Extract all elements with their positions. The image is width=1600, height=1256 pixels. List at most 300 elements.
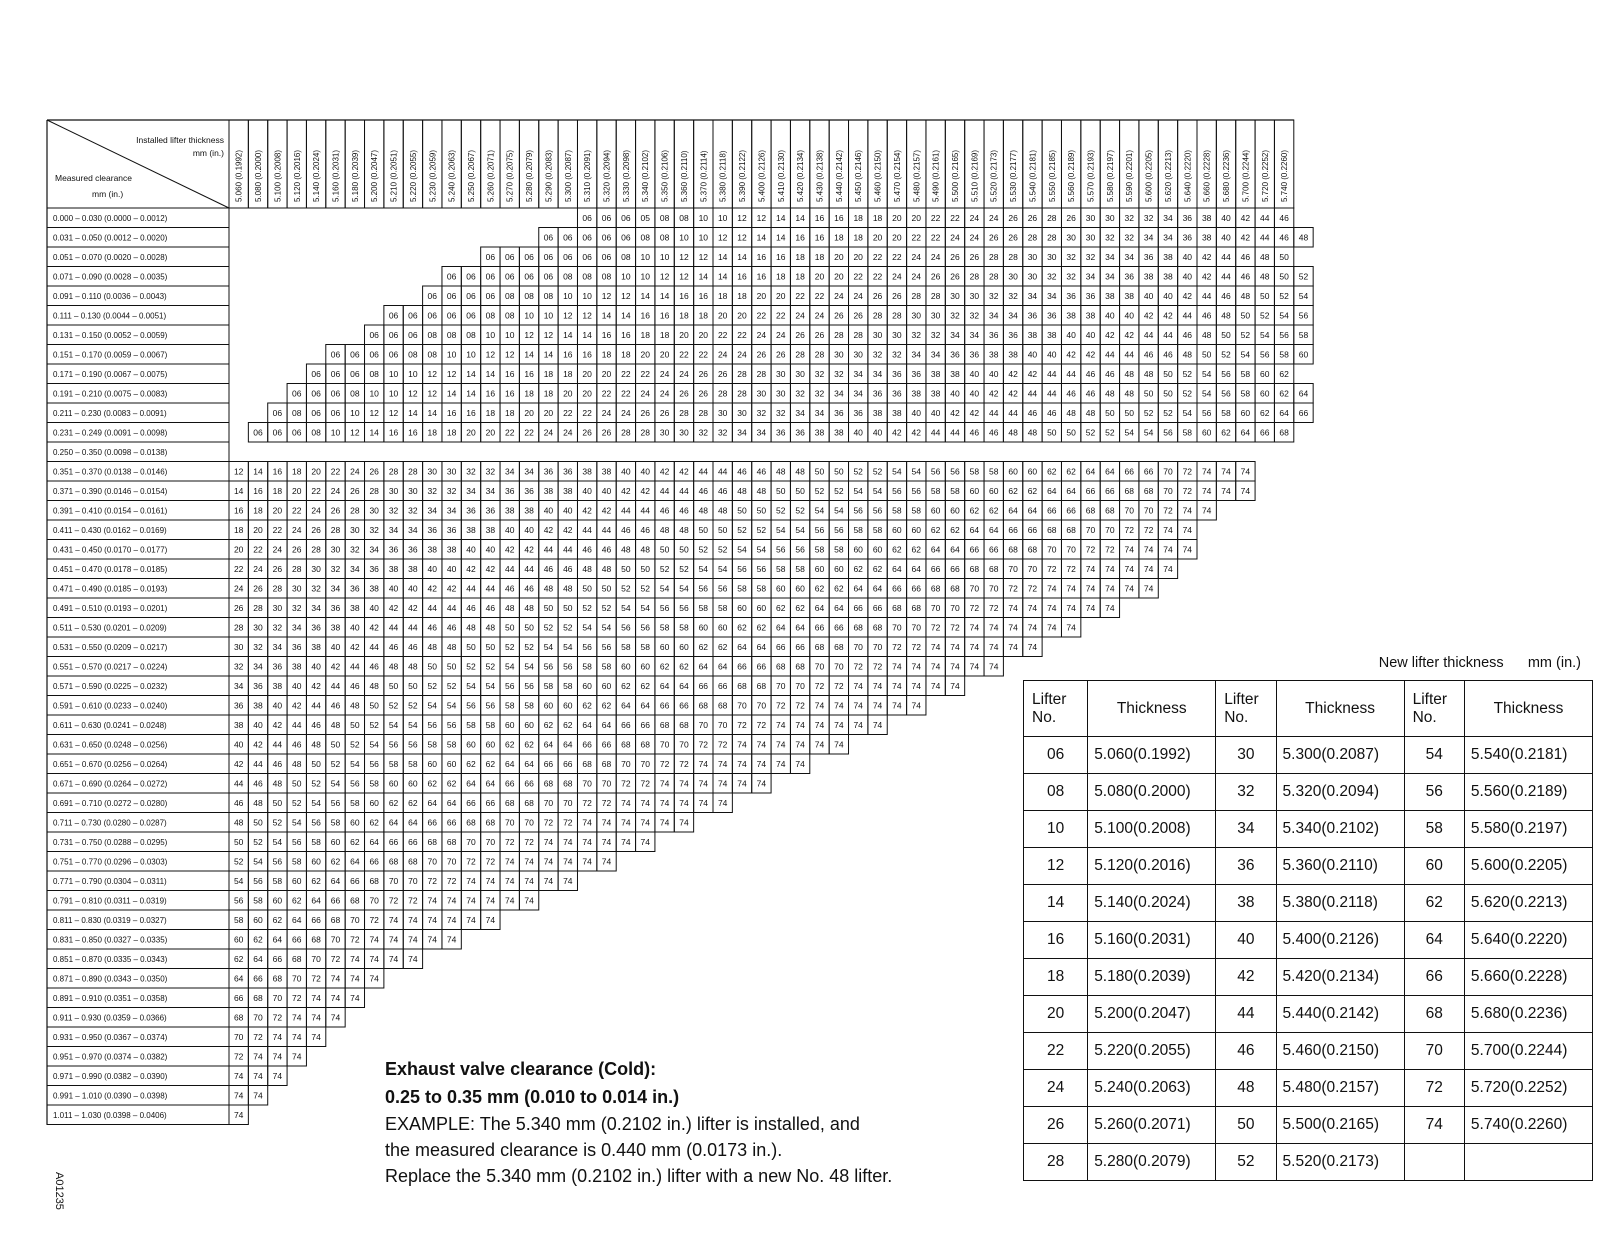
- matrix-cell-value: 42: [466, 563, 476, 574]
- matrix-cell-value: 68: [330, 914, 341, 925]
- matrix-cell-value: 74: [659, 778, 670, 789]
- matrix-cell-value: 06: [388, 310, 399, 321]
- column-header-label: 5.400 (0.2126): [757, 149, 767, 202]
- matrix-cell-value: 74: [698, 778, 709, 789]
- legend-lifter-no: 68: [1404, 996, 1464, 1033]
- matrix-cell-value: 32: [795, 388, 805, 399]
- legend-lifter-no: 54: [1404, 737, 1464, 774]
- legend-thickness: 5.520(0.2173): [1276, 1144, 1404, 1181]
- matrix-cell-value: 28: [814, 349, 825, 360]
- legend-lifter-no: 44: [1216, 996, 1276, 1033]
- matrix-cell-value: 68: [350, 895, 360, 906]
- matrix-cell-value: 36: [369, 563, 379, 574]
- column-header-label: 5.700 (0.2244): [1241, 149, 1251, 202]
- matrix-cell-value: 06: [543, 251, 554, 262]
- matrix-cell-value: 60: [369, 797, 379, 808]
- matrix-cell-value: 26: [1027, 212, 1038, 223]
- matrix-cell-value: 74: [330, 973, 341, 984]
- matrix-cell-value: 46: [1085, 368, 1096, 379]
- legend-lifter-no: 72: [1404, 1070, 1464, 1107]
- matrix-cell-value: 28: [1047, 232, 1057, 243]
- matrix-cell-value: 54: [1298, 290, 1309, 301]
- matrix-cell-value: 60: [698, 622, 709, 633]
- matrix-cell-value: 36: [1008, 329, 1018, 340]
- matrix-cell-value: 44: [253, 758, 263, 769]
- matrix-cell-value: 74: [717, 797, 728, 808]
- matrix-cell-value: 58: [524, 700, 534, 711]
- matrix-cell-value: 34: [466, 485, 476, 496]
- row-label: 0.531 – 0.550 (0.0209 – 0.0217): [53, 642, 168, 652]
- matrix-cell-value: 42: [504, 544, 515, 555]
- matrix-cell-value: 58: [233, 914, 244, 925]
- matrix-cell-value: 48: [1260, 251, 1270, 262]
- matrix-cell-value: 26: [930, 271, 941, 282]
- legend-lifter-no: 64: [1404, 922, 1464, 959]
- matrix-cell-value: 16: [776, 251, 786, 262]
- row-label: 0.751 – 0.770 (0.0296 – 0.0303): [53, 857, 168, 867]
- legend-lifter-no: 70: [1404, 1033, 1464, 1070]
- legend-thickness: 5.340(0.2102): [1276, 811, 1404, 848]
- matrix-cell-value: 16: [698, 290, 709, 301]
- matrix-cell-value: 40: [1143, 290, 1154, 301]
- matrix-cell-value: 64: [969, 524, 980, 535]
- matrix-cell-value: 74: [1008, 622, 1018, 633]
- matrix-cell-value: 12: [524, 329, 534, 340]
- column-header-label: 5.580 (0.2197): [1105, 149, 1115, 202]
- column-header-label: 5.220 (0.2055): [408, 149, 418, 202]
- matrix-cell-value: 60: [1240, 407, 1251, 418]
- matrix-cell-value: 20: [679, 329, 689, 340]
- matrix-cell-value: 74: [737, 739, 747, 750]
- matrix-cell-value: 60: [1008, 466, 1018, 477]
- matrix-cell-value: 74: [369, 934, 379, 945]
- matrix-cell-value: 06: [485, 290, 496, 301]
- matrix-cell-value: 44: [311, 700, 321, 711]
- matrix-cell-value: 46: [679, 505, 689, 516]
- matrix-cell-value: 48: [330, 719, 341, 730]
- matrix-cell-value: 12: [737, 212, 747, 223]
- matrix-cell-value: 06: [582, 212, 592, 223]
- matrix-cell-value: 38: [1163, 271, 1173, 282]
- matrix-cell-value: 58: [679, 622, 689, 633]
- matrix-cell-value: 28: [988, 271, 999, 282]
- legend-lifter-no: 60: [1404, 848, 1464, 885]
- matrix-cell-value: 62: [950, 524, 960, 535]
- matrix-cell-value: 42: [969, 407, 980, 418]
- matrix-cell-value: 42: [1182, 290, 1193, 301]
- matrix-cell-value: 32: [814, 388, 825, 399]
- matrix-cell-value: 46: [350, 680, 360, 691]
- matrix-cell-value: 64: [272, 934, 283, 945]
- matrix-cell-value: 50: [1260, 290, 1270, 301]
- matrix-cell-value: 14: [466, 368, 476, 379]
- matrix-cell-value: 30: [776, 388, 786, 399]
- matrix-cell-value: 72: [582, 797, 592, 808]
- matrix-cell-value: 26: [369, 466, 379, 477]
- matrix-cell-value: 48: [350, 700, 360, 711]
- matrix-cell-value: 14: [717, 251, 728, 262]
- matrix-cell-value: 14: [737, 251, 747, 262]
- matrix-cell-value: 56: [1221, 388, 1231, 399]
- matrix-cell-value: 60: [853, 544, 863, 555]
- matrix-cell-value: 74: [698, 758, 709, 769]
- matrix-cell-value: 60: [911, 524, 922, 535]
- legend-thickness: 5.680(0.2236): [1464, 996, 1592, 1033]
- matrix-cell-value: 74: [369, 953, 379, 964]
- matrix-cell-value: 36: [1047, 310, 1057, 321]
- matrix-cell-value: 66: [659, 700, 670, 711]
- matrix-cell-value: 44: [292, 719, 302, 730]
- matrix-cell-value: 54: [717, 563, 728, 574]
- matrix-cell-value: 66: [1027, 524, 1038, 535]
- matrix-cell-value: 14: [446, 388, 457, 399]
- matrix-cell-value: 54: [621, 602, 631, 613]
- matrix-cell-value: 48: [1066, 407, 1076, 418]
- matrix-cell-value: 16: [524, 368, 534, 379]
- matrix-cell-value: 74: [988, 622, 999, 633]
- matrix-cell-value: 06: [369, 329, 379, 340]
- matrix-cell-value: 14: [253, 466, 263, 477]
- matrix-cell-value: 44: [543, 544, 554, 555]
- matrix-cell-value: 52: [1085, 427, 1096, 438]
- matrix-cell-value: 74: [272, 1031, 283, 1042]
- row-label: 0.791 – 0.810 (0.0311 – 0.0319): [53, 896, 167, 906]
- matrix-cell-value: 44: [1221, 251, 1231, 262]
- matrix-cell-value: 64: [621, 700, 631, 711]
- row-label: 0.571 – 0.590 (0.0225 – 0.0232): [53, 681, 168, 691]
- matrix-cell-value: 12: [446, 368, 457, 379]
- matrix-cell-value: 46: [253, 778, 263, 789]
- matrix-cell-value: 54: [427, 700, 438, 711]
- matrix-cell-value: 52: [408, 700, 418, 711]
- matrix-cell-value: 74: [504, 875, 515, 886]
- matrix-cell-value: 70: [717, 719, 728, 730]
- matrix-cell-value: 42: [1008, 368, 1018, 379]
- column-header-label: 5.260 (0.2071): [486, 149, 496, 202]
- column-header-label: 5.480 (0.2157): [912, 149, 922, 202]
- matrix-cell-value: 68: [698, 700, 709, 711]
- matrix-cell-value: 64: [427, 797, 438, 808]
- matrix-cell-value: 54: [272, 836, 283, 847]
- matrix-cell-value: 36: [1066, 290, 1076, 301]
- matrix-cell-value: 66: [601, 739, 612, 750]
- matrix-cell-value: 18: [659, 329, 670, 340]
- matrix-cell-value: 10: [466, 349, 476, 360]
- matrix-cell-value: 12: [485, 349, 496, 360]
- matrix-cell-value: 38: [1143, 271, 1154, 282]
- matrix-cell-value: 48: [292, 758, 302, 769]
- matrix-cell-value: 44: [1047, 368, 1057, 379]
- matrix-cell-value: 70: [1008, 563, 1018, 574]
- matrix-cell-value: 54: [756, 544, 767, 555]
- matrix-cell-value: 16: [582, 349, 592, 360]
- matrix-cell-value: 72: [524, 836, 534, 847]
- legend-lifter-no: 38: [1216, 885, 1276, 922]
- matrix-cell-value: 20: [892, 232, 902, 243]
- matrix-cell-value: 50: [737, 505, 747, 516]
- matrix-cell-value: 38: [466, 524, 476, 535]
- matrix-cell-value: 72: [1163, 505, 1173, 516]
- matrix-cell-value: 32: [1124, 232, 1134, 243]
- matrix-cell-value: 28: [1008, 251, 1018, 262]
- corner-row-heading: Measured clearance: [55, 173, 133, 183]
- matrix-cell-value: 74: [563, 875, 573, 886]
- matrix-cell-value: 56: [872, 505, 883, 516]
- matrix-cell-value: 34: [872, 368, 883, 379]
- matrix-cell-value: 24: [659, 368, 670, 379]
- matrix-cell-value: 62: [292, 895, 302, 906]
- matrix-cell-value: 30: [253, 622, 263, 633]
- matrix-cell-value: 44: [466, 583, 476, 594]
- matrix-cell-value: 50: [814, 466, 825, 477]
- matrix-cell-value: 74: [834, 700, 844, 711]
- matrix-cell-value: 74: [233, 1090, 244, 1101]
- matrix-cell-value: 50: [330, 739, 341, 750]
- matrix-cell-value: 32: [872, 349, 883, 360]
- column-header-label: 5.180 (0.2039): [350, 149, 360, 202]
- matrix-cell-value: 64: [524, 758, 534, 769]
- matrix-cell-value: 40: [911, 407, 922, 418]
- matrix-cell-value: 74: [1182, 544, 1193, 555]
- matrix-cell-value: 34: [1105, 271, 1115, 282]
- matrix-cell-value: 30: [388, 485, 399, 496]
- matrix-cell-value: 40: [1182, 251, 1193, 262]
- matrix-cell-value: 70: [872, 641, 883, 652]
- matrix-cell-value: 30: [834, 349, 844, 360]
- matrix-cell-value: 56: [369, 758, 379, 769]
- matrix-cell-value: 32: [1143, 212, 1154, 223]
- matrix-cell-value: 66: [311, 914, 321, 925]
- matrix-cell-value: 74: [1124, 544, 1134, 555]
- matrix-cell-value: 24: [253, 563, 263, 574]
- matrix-cell-value: 62: [1221, 427, 1231, 438]
- matrix-cell-value: 46: [1240, 271, 1251, 282]
- matrix-cell-value: 26: [640, 407, 650, 418]
- matrix-cell-value: 52: [659, 563, 670, 574]
- matrix-cell-value: 48: [640, 544, 650, 555]
- notes-title: Exhaust valve clearance (Cold):: [385, 1059, 657, 1079]
- matrix-cell-value: 66: [892, 583, 902, 594]
- matrix-cell-value: 10: [446, 349, 457, 360]
- matrix-cell-value: 24: [717, 349, 728, 360]
- matrix-cell-value: 44: [330, 680, 341, 691]
- matrix-cell-value: 56: [1163, 427, 1173, 438]
- matrix-cell-value: 26: [814, 329, 825, 340]
- matrix-cell-value: 26: [679, 388, 689, 399]
- matrix-cell-value: 52: [853, 466, 863, 477]
- row-label: 0.491 – 0.510 (0.0193 – 0.0201): [53, 603, 168, 613]
- matrix-cell-value: 74: [756, 778, 767, 789]
- matrix-cell-value: 58: [1279, 349, 1289, 360]
- matrix-cell-value: 64: [350, 856, 360, 867]
- matrix-cell-value: 26: [1008, 212, 1018, 223]
- matrix-cell-value: 52: [679, 563, 689, 574]
- matrix-cell-value: 50: [369, 700, 379, 711]
- matrix-cell-value: 72: [988, 602, 999, 613]
- matrix-cell-value: 48: [1182, 349, 1193, 360]
- matrix-cell-value: 46: [621, 524, 631, 535]
- matrix-cell-value: 64: [543, 739, 554, 750]
- matrix-cell-value: 70: [272, 992, 283, 1003]
- matrix-cell-value: 66: [485, 797, 496, 808]
- column-header-label: 5.350 (0.2106): [660, 149, 670, 202]
- matrix-cell-value: 74: [1143, 563, 1154, 574]
- matrix-cell-value: 16: [563, 349, 573, 360]
- matrix-cell-value: 32: [350, 544, 360, 555]
- matrix-cell-value: 18: [504, 407, 515, 418]
- matrix-cell-value: 54: [233, 875, 244, 886]
- matrix-cell-value: 20: [737, 310, 747, 321]
- matrix-cell-value: 42: [272, 719, 283, 730]
- matrix-cell-value: 74: [582, 836, 592, 847]
- matrix-cell-value: 56: [292, 836, 302, 847]
- matrix-cell-value: 28: [853, 329, 863, 340]
- matrix-cell-value: 46: [330, 700, 341, 711]
- matrix-cell-value: 22: [872, 271, 883, 282]
- matrix-cell-value: 70: [446, 856, 457, 867]
- matrix-cell-value: 36: [563, 466, 573, 477]
- matrix-cell-value: 42: [1240, 212, 1251, 223]
- legend-lifter-no: 06: [1024, 737, 1088, 774]
- matrix-cell-value: 18: [679, 310, 689, 321]
- matrix-cell-value: 56: [408, 739, 418, 750]
- matrix-cell-value: 60: [988, 485, 999, 496]
- matrix-cell-value: 40: [524, 524, 534, 535]
- matrix-cell-value: 74: [292, 1012, 302, 1023]
- matrix-cell-value: 06: [446, 310, 457, 321]
- matrix-cell-value: 46: [988, 427, 999, 438]
- matrix-cell-value: 34: [1047, 290, 1057, 301]
- matrix-cell-value: 06: [253, 427, 263, 438]
- matrix-cell-value: 06: [330, 349, 341, 360]
- matrix-cell-value: 50: [659, 544, 670, 555]
- matrix-cell-value: 66: [272, 953, 283, 964]
- matrix-cell-value: 52: [563, 622, 573, 633]
- matrix-cell-value: 16: [756, 251, 767, 262]
- matrix-cell-value: 50: [272, 797, 283, 808]
- matrix-cell-value: 74: [233, 1070, 244, 1081]
- matrix-cell-value: 48: [524, 602, 534, 613]
- matrix-cell-value: 74: [350, 992, 360, 1003]
- matrix-cell-value: 34: [272, 641, 283, 652]
- matrix-cell-value: 56: [485, 700, 496, 711]
- matrix-cell-value: 72: [640, 778, 650, 789]
- matrix-cell-value: 50: [1163, 388, 1173, 399]
- matrix-cell-value: 18: [737, 290, 747, 301]
- matrix-cell-value: 46: [1221, 290, 1231, 301]
- matrix-cell-value: 44: [659, 485, 670, 496]
- matrix-cell-value: 52: [1105, 427, 1115, 438]
- column-header-label: 5.720 (0.2252): [1260, 149, 1270, 202]
- matrix-cell-value: 64: [872, 583, 883, 594]
- legend-lifter-no: 16: [1024, 922, 1088, 959]
- matrix-cell-value: 54: [679, 583, 689, 594]
- matrix-cell-value: 36: [1124, 271, 1134, 282]
- row-label: 0.551 – 0.570 (0.0217 – 0.0224): [53, 662, 168, 672]
- matrix-cell-value: 14: [776, 212, 786, 223]
- row-label: 0.831 – 0.850 (0.0327 – 0.0335): [53, 935, 168, 945]
- matrix-cell-value: 06: [485, 251, 496, 262]
- matrix-cell-value: 34: [1105, 251, 1115, 262]
- matrix-cell-value: 74: [292, 1031, 302, 1042]
- matrix-cell-value: 40: [350, 622, 360, 633]
- matrix-cell-value: 48: [1298, 232, 1309, 243]
- matrix-cell-value: 16: [795, 232, 805, 243]
- matrix-cell-value: 38: [408, 563, 418, 574]
- matrix-cell-value: 32: [253, 641, 263, 652]
- matrix-cell-value: 22: [795, 290, 805, 301]
- matrix-cell-value: 64: [717, 661, 728, 672]
- matrix-cell-value: 10: [524, 310, 534, 321]
- matrix-cell-value: 24: [292, 524, 302, 535]
- matrix-cell-value: 46: [1279, 212, 1289, 223]
- matrix-cell-value: 58: [427, 739, 438, 750]
- matrix-cell-value: 66: [388, 836, 399, 847]
- matrix-cell-value: 12: [388, 407, 399, 418]
- legend-lifter-no: 46: [1216, 1033, 1276, 1070]
- legend-thickness: 5.700(0.2244): [1464, 1033, 1592, 1070]
- matrix-cell-value: 64: [582, 719, 592, 730]
- matrix-cell-value: 62: [988, 505, 999, 516]
- matrix-cell-value: 72: [388, 895, 399, 906]
- column-header-label: 5.320 (0.2094): [602, 149, 612, 202]
- matrix-cell-value: 24: [756, 329, 767, 340]
- matrix-cell-value: 52: [814, 485, 825, 496]
- matrix-cell-value: 06: [311, 407, 321, 418]
- matrix-cell-value: 70: [795, 680, 805, 691]
- matrix-cell-value: 64: [563, 739, 573, 750]
- matrix-cell-value: 06: [582, 251, 592, 262]
- matrix-cell-value: 46: [1240, 251, 1251, 262]
- matrix-cell-value: 64: [1279, 407, 1289, 418]
- matrix-cell-value: 06: [388, 329, 399, 340]
- matrix-cell-value: 32: [988, 290, 999, 301]
- legend-thickness: 5.320(0.2094): [1276, 774, 1404, 811]
- legend-thickness: 5.440(0.2142): [1276, 996, 1404, 1033]
- matrix-cell-value: 54: [853, 485, 863, 496]
- matrix-cell-value: 68: [543, 778, 554, 789]
- legend-thickness: 5.500(0.2165): [1276, 1107, 1404, 1144]
- matrix-cell-value: 68: [911, 602, 922, 613]
- matrix-cell-value: 16: [640, 310, 650, 321]
- legend-header-thickness: Thickness: [1088, 681, 1216, 737]
- legend-lifter-no: 14: [1024, 885, 1088, 922]
- matrix-cell-value: 70: [369, 895, 379, 906]
- matrix-cell-value: 62: [408, 797, 418, 808]
- matrix-cell-value: 46: [1085, 388, 1096, 399]
- matrix-cell-value: 68: [717, 700, 728, 711]
- matrix-cell-value: 24: [543, 427, 554, 438]
- matrix-cell-value: 62: [737, 622, 747, 633]
- legend-lifter-no: 62: [1404, 885, 1464, 922]
- matrix-cell-value: 44: [1027, 388, 1038, 399]
- matrix-cell-value: 14: [233, 485, 244, 496]
- matrix-cell-value: 74: [892, 680, 902, 691]
- matrix-cell-value: 28: [311, 544, 321, 555]
- matrix-cell-value: 54: [582, 622, 592, 633]
- matrix-cell-value: 40: [1182, 271, 1193, 282]
- row-label: 0.711 – 0.730 (0.0280 – 0.0287): [53, 818, 167, 828]
- matrix-cell-value: 38: [388, 563, 399, 574]
- matrix-cell-value: 16: [621, 329, 631, 340]
- legend-thickness: 5.560(0.2189): [1464, 774, 1592, 811]
- matrix-cell-value: 28: [388, 466, 399, 477]
- matrix-cell-value: 36: [1182, 212, 1193, 223]
- legend-lifter-no: 28: [1024, 1144, 1088, 1181]
- matrix-cell-value: 42: [408, 602, 418, 613]
- matrix-cell-value: 46: [1182, 329, 1193, 340]
- matrix-cell-value: 26: [969, 251, 980, 262]
